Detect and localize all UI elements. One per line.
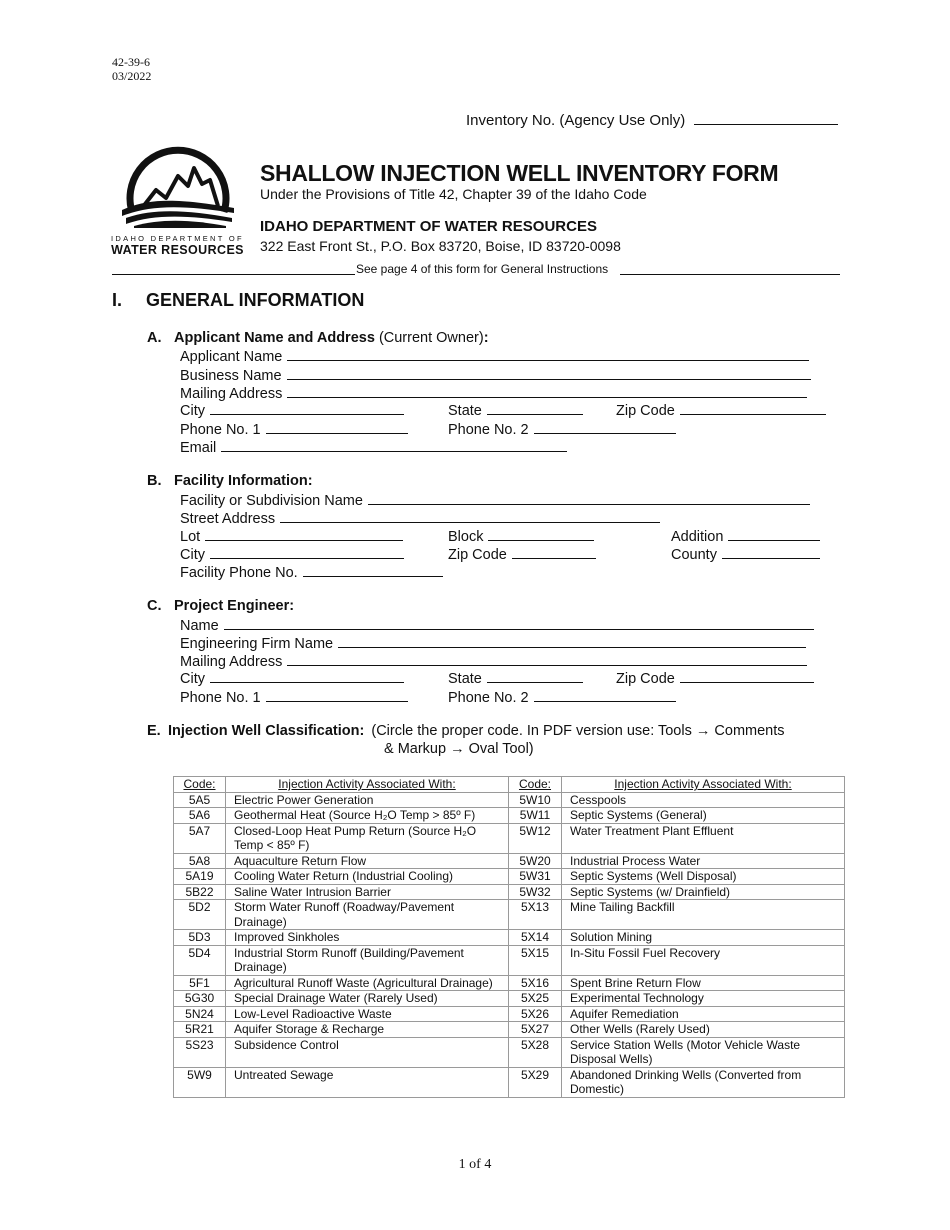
activity-header: Injection Activity Associated With: [226,777,509,793]
table-row [174,853,845,869]
code-cell[interactable]: 5F1 [174,975,226,991]
code-cell[interactable]: 5A6 [174,808,226,824]
block-field[interactable]: Block [448,527,594,545]
code-cell[interactable]: 5D4 [174,945,226,975]
code-cell[interactable]: 5A5 [174,792,226,808]
engineer-mailing-address-field[interactable]: Mailing Address [180,652,807,670]
activity-cell: Cesspools [562,792,845,808]
table-row [174,884,845,900]
code-cell[interactable]: 5W9 [174,1067,226,1097]
activity-cell: Service Station Wells (Motor Vehicle Waste Disposal Wells) [562,1037,845,1067]
activity-cell: Solution Mining [562,930,845,946]
engineering-firm-field[interactable]: Engineering Firm Name [180,634,806,652]
section-e-note: (Circle the proper code. In PDF version use: Tools → Comments [371,723,785,739]
code-cell[interactable]: 5A8 [174,853,226,869]
code-cell[interactable]: 5X16 [509,975,562,991]
code-cell[interactable]: 5A19 [174,869,226,885]
state-field[interactable]: State [448,401,583,419]
activity-cell: Septic Systems (w/ Drainfield) [562,884,845,900]
facility-zip-field[interactable]: Zip Code [448,545,596,563]
table-row [174,991,845,1007]
code-cell[interactable]: 5W12 [509,823,562,853]
code-header: Code: [174,777,226,793]
activity-cell: Storm Water Runoff (Roadway/Pavement Drainage) [226,900,509,930]
code-cell[interactable]: 5N24 [174,1006,226,1022]
activity-cell: In-Situ Fossil Fuel Recovery [562,945,845,975]
section-heading [112,290,364,311]
addition-field[interactable]: Addition [671,527,820,545]
email-field[interactable]: Email [180,438,567,456]
business-name-field[interactable]: Business Name [180,366,811,384]
city-field[interactable]: City [180,401,404,419]
logo-top-text: IDAHO DEPARTMENT OF [111,234,244,243]
activity-cell: Low-Level Radioactive Waste [226,1006,509,1022]
form-subtitle: Under the Provisions of Title 42, Chapter 39 of the Idaho Code [260,186,647,202]
code-cell[interactable]: 5X26 [509,1006,562,1022]
section-e-note-continued: & Markup → Oval Tool) [384,741,534,757]
form-number: 42-39-6 [112,55,150,69]
inventory-input-line[interactable] [694,111,838,125]
facility-city-field[interactable]: City [180,545,404,563]
activity-cell: Other Wells (Rarely Used) [562,1022,845,1038]
code-cell[interactable]: 5A7 [174,823,226,853]
activity-cell: Closed-Loop Heat Pump Return (Source H₂O Temp < 85º F) [226,823,509,853]
code-cell[interactable]: 5X27 [509,1022,562,1038]
phone2-field[interactable]: Phone No. 2 [448,420,676,438]
activity-cell: Special Drainage Water (Rarely Used) [226,991,509,1007]
table-row [174,792,845,808]
form-number-block [112,55,151,83]
activity-cell: Aquaculture Return Flow [226,853,509,869]
activity-cell: Water Treatment Plant Effluent [562,823,845,853]
engineer-zip-field[interactable]: Zip Code [616,669,814,687]
activity-cell: Septic Systems (Well Disposal) [562,869,845,885]
code-cell[interactable]: 5W10 [509,792,562,808]
section-c-heading: C. Project Engineer: [147,598,295,614]
street-address-field[interactable]: Street Address [180,509,660,527]
table-row [174,1006,845,1022]
mountain-river-icon [118,146,238,228]
code-cell[interactable]: 5X15 [509,945,562,975]
applicant-name-field[interactable]: Applicant Name [180,347,809,365]
code-cell[interactable]: 5S23 [174,1037,226,1067]
page-indicator: 1 of 4 [458,1157,492,1172]
department-name: IDAHO DEPARTMENT OF WATER RESOURCES [260,218,597,235]
divider-line-right [620,274,840,275]
activity-cell: Aquifer Storage & Recharge [226,1022,509,1038]
form-title: SHALLOW INJECTION WELL INVENTORY FORM [260,160,779,186]
activity-header: Injection Activity Associated With: [562,777,845,793]
code-cell[interactable]: 5X25 [509,991,562,1007]
code-cell[interactable]: 5D2 [174,900,226,930]
code-header: Code: [509,777,562,793]
logo-bottom-text: WATER RESOURCES [111,243,244,257]
table-row [174,900,845,930]
code-cell[interactable]: 5X28 [509,1037,562,1067]
engineer-city-field[interactable]: City [180,669,404,687]
activity-cell: Geothermal Heat (Source H₂O Temp > 85º F) [226,808,509,824]
activity-cell: Improved Sinkholes [226,930,509,946]
agency-logo [110,146,245,257]
engineer-state-field[interactable]: State [448,669,583,687]
facility-name-field[interactable]: Facility or Subdivision Name [180,491,810,509]
table-row [174,823,845,853]
table-row [174,808,845,824]
engineer-phone1-field[interactable]: Phone No. 1 [180,688,408,706]
lot-field[interactable]: Lot [180,527,403,545]
divider-line-left [112,274,355,275]
table-row [174,945,845,975]
department-address: 322 East Front St., P.O. Box 83720, Boise, ID 83720-0098 [260,238,621,254]
engineer-phone2-field[interactable]: Phone No. 2 [448,688,676,706]
zip-code-field[interactable]: Zip Code [616,401,826,419]
table-row [174,1067,845,1097]
table-row [174,869,845,885]
mailing-address-field[interactable]: Mailing Address [180,384,807,402]
activity-cell: Saline Water Intrusion Barrier [226,884,509,900]
activity-cell: Mine Tailing Backfill [562,900,845,930]
table-row [174,1022,845,1038]
code-cell[interactable]: 5X14 [509,930,562,946]
section-b-heading: B. Facility Information: [147,473,313,489]
table-row [174,975,845,991]
table-row [174,930,845,946]
code-cell[interactable]: 5D3 [174,930,226,946]
activity-cell: Spent Brine Return Flow [562,975,845,991]
activity-cell: Experimental Technology [562,991,845,1007]
code-cell[interactable]: 5W31 [509,869,562,885]
activity-cell: Untreated Sewage [226,1067,509,1097]
code-cell[interactable]: 5X29 [509,1067,562,1097]
inventory-number-field[interactable] [466,111,838,129]
table-row [174,1037,845,1067]
engineer-name-field[interactable]: Name [180,616,814,634]
activity-cell: Industrial Process Water [562,853,845,869]
county-field[interactable]: County [671,545,820,563]
code-cell[interactable]: 5X13 [509,900,562,930]
phone1-field[interactable]: Phone No. 1 [180,420,408,438]
activity-cell: Cooling Water Return (Industrial Cooling) [226,869,509,885]
section-number: I. [112,290,123,310]
form-date: 03/2022 [112,69,152,83]
section-title: GENERAL INFORMATION [146,290,365,310]
code-cell[interactable]: 5R21 [174,1022,226,1038]
activity-cell: Septic Systems (General) [562,808,845,824]
facility-phone-field[interactable]: Facility Phone No. [180,563,443,581]
injection-code-table [173,776,845,1098]
code-cell[interactable]: 5G30 [174,991,226,1007]
code-cell[interactable]: 5W20 [509,853,562,869]
activity-cell: Subsidence Control [226,1037,509,1067]
code-cell[interactable]: 5W11 [509,808,562,824]
activity-cell: Abandoned Drinking Wells (Converted from Domestic) [562,1067,845,1097]
section-a-heading: A. Applicant Name and Address (Current Owner): [147,330,489,346]
instructions-divider [112,262,840,276]
activity-cell: Agricultural Runoff Waste (Agricultural Drainage) [226,975,509,991]
activity-cell: Aquifer Remediation [562,1006,845,1022]
activity-cell: Electric Power Generation [226,792,509,808]
code-cell[interactable]: 5B22 [174,884,226,900]
section-e-heading: E. Injection Well Classification: (Circle the proper code. In PDF version use: Tools → Comments [147,723,785,739]
code-cell[interactable]: 5W32 [509,884,562,900]
activity-cell: Industrial Storm Runoff (Building/Pavement Drainage) [226,945,509,975]
inventory-label: Inventory No. (Agency Use Only) [466,112,686,129]
instructions-note: See page 4 of this form for General Instructions [356,262,609,276]
table-header-row [174,777,845,793]
